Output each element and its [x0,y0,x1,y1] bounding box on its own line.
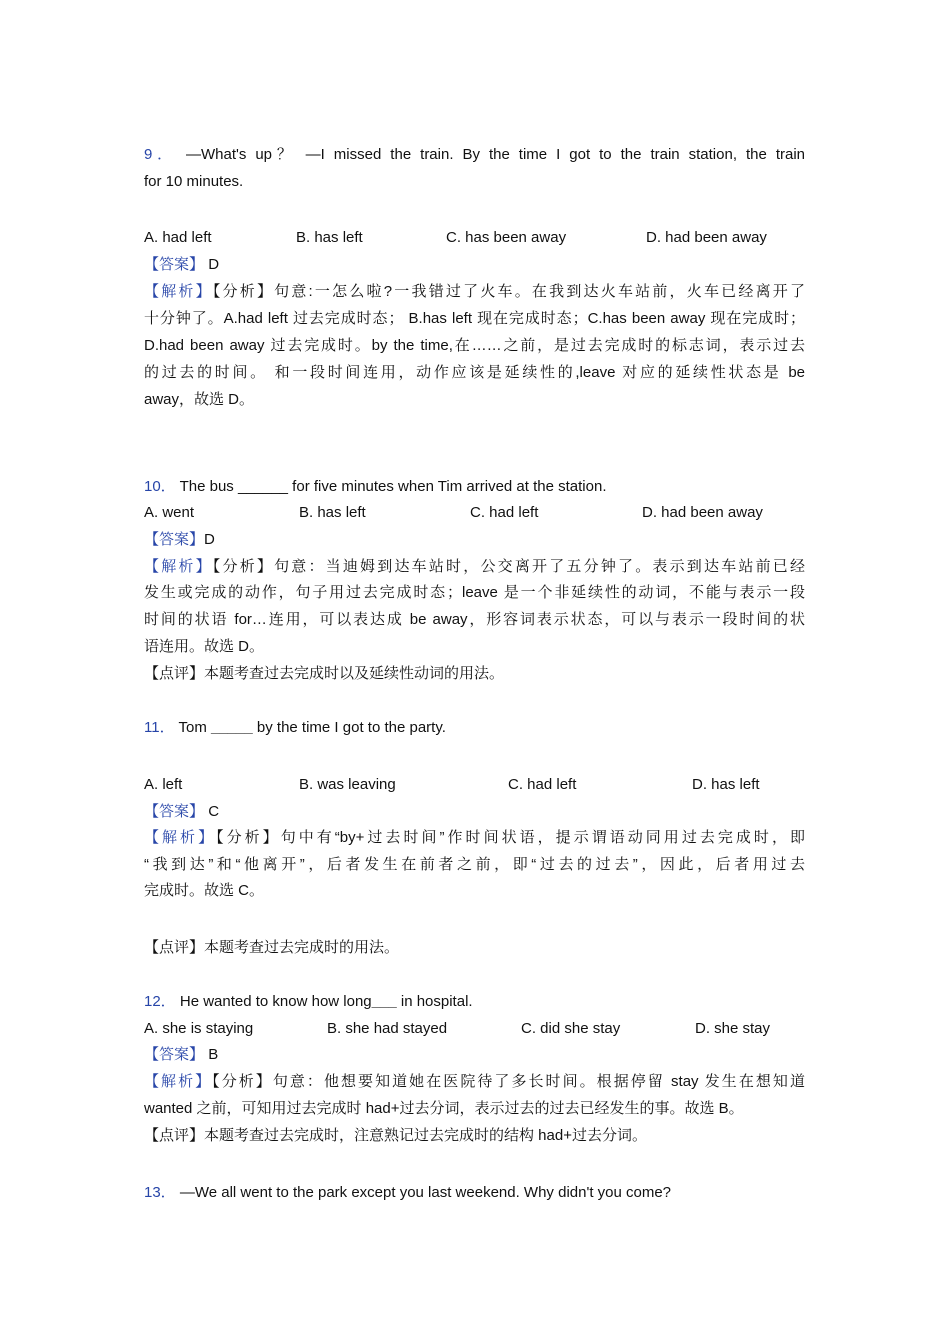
q10-analysis-line: 发生或完成的动作，句子用过去完成时态；leave 是一个非延续性的动词，不能与表示一段 [144,584,805,601]
analysis-tag: 【解析】 [144,558,213,575]
q9-answer [144,255,219,275]
q12-option-b: B. she had stayed [327,1020,448,1037]
q13-stem [144,1183,671,1203]
q9-option-b: B. has left [296,229,363,246]
q12-answer [144,1045,218,1065]
q11-text-after: by the time I got to the party. [252,719,446,736]
analysis-text: 【分析】句中有“by+过去时间”作时间状语，提示谓语动同用过去完成时，即 [216,829,805,846]
q11-answer [144,802,219,822]
analysis-text: 【分析】句意：他想要知道她在医院待了多长时间。根据停留 stay 发生在想知道 [212,1073,805,1090]
q11-option-b: B. was leaving [299,776,396,793]
q9-analysis-line: 十分钟了。A.had left 过去完成时态； B.has left 现在完成时态；C.has been away 现在完成时； [144,310,805,327]
answer-tag: 【答案】 [144,256,205,273]
q12-blank: ___ [371,993,397,1010]
q11-option-a: A. left [144,776,183,793]
q11-comment: 【点评】本题考查过去完成时的用法。 [144,939,400,956]
q12-options [144,1019,844,1039]
q10-analysis-line: 语连用。故选 D。 [144,638,265,655]
q10-analysis-line: 时间的状语 for…连用，可以表达成 be away，形容词表示状态，可以与表示一段时间的状 [144,611,805,628]
q11-option-d: D. has left [692,776,760,793]
q12-option-c: C. did she stay [521,1020,621,1037]
q11-analysis-line: “我到达”和“他离开”，后者发生在前者之前，即“过去的过去”，因此，后者用过去 [144,856,805,873]
q9-option-a: A. had left [144,229,212,246]
q10-number: 10． [144,478,176,495]
q11-options [144,775,844,795]
q11-analysis-line: 完成时。故选 C。 [144,882,265,899]
answer-value: B [208,1046,219,1063]
q12-analysis-line: wanted 之前，可知用过去完成时 had+过去分词，表示过去的过去已经发生的事。故选 B。 [144,1100,744,1117]
q9-stem: —What's up？ —I missed the train. By the time I got to the train station, the train [185,146,805,163]
q10-options [144,503,844,523]
q9-analysis-line: 的过去的时间。 和一段时间连用，动作应该是延续性的,leave 对应的延续性状态是 be [144,364,805,381]
q9-number: 9． [144,146,177,163]
q13-text: —We all went to the park except you last weekend. Why didn't you come? [179,1184,672,1201]
answer-tag: 【答案】 [144,803,205,820]
q10-stem [144,477,607,497]
q12-text-after: in hospital. [396,993,473,1010]
q13-number: 13． [144,1184,176,1201]
q9-line1 [144,145,805,165]
q12-stem [144,992,473,1012]
q9-option-c: C. has been away [446,229,567,246]
q12-analysis-line [144,1072,805,1092]
q10-comment: 【点评】本题考查过去完成时以及延续性动词的用法。 [144,665,505,682]
q12-option-a: A. she is staying [144,1020,254,1037]
q11-analysis-line [144,828,805,848]
q11-blank: _____ [211,719,253,736]
q10-text: The bus ______ for five minutes when Tim arrived at the station. [179,478,607,495]
answer-value: D [208,256,220,273]
q10-option-a: A. went [144,504,195,521]
q9-analysis-line: away，故选 D。 [144,391,255,408]
q12-option-d: D. she stay [695,1020,771,1037]
q10-option-c: C. had left [470,504,539,521]
answer-tag: 【答案】 [144,531,205,548]
q10-analysis-line [144,557,805,577]
q10-answer [144,530,215,550]
answer-value: C [208,803,220,820]
q9-line2: for 10 minutes. [144,173,244,190]
q9-options [144,228,844,248]
q10-option-b: B. has left [299,504,366,521]
q11-text-before: Tom [178,719,211,736]
analysis-text: 【分析】句意：当迪姆到达车站时，公交离开了五分钟了。表示到达车站前已经 [212,558,805,575]
answer-value: D [204,531,215,548]
q12-text-before: He wanted to know how long [179,993,372,1010]
q11-option-c: C. had left [508,776,577,793]
analysis-text: 【分析】句意:一怎么啦?一我错过了火车。在我到达火车站前，火车已经离开了 [212,283,805,300]
analysis-tag: 【解析】 [144,1073,213,1090]
q9-analysis-line: D.had been away 过去完成时。by the time,在……之前，是过去完成时的标志词，表示过去 [144,337,805,354]
q9-analysis-line [144,282,805,302]
analysis-tag: 【解析】 [144,829,217,846]
analysis-tag: 【解析】 [144,283,213,300]
q11-stem [144,718,446,738]
q12-comment: 【点评】本题考查过去完成时，注意熟记过去完成时的结构 had+过去分词。 [144,1127,647,1144]
q9-option-d: D. had been away [646,229,767,246]
q12-number: 12． [144,993,176,1010]
q11-number: 11． [144,719,175,736]
q10-option-d: D. had been away [642,504,763,521]
answer-tag: 【答案】 [144,1046,205,1063]
